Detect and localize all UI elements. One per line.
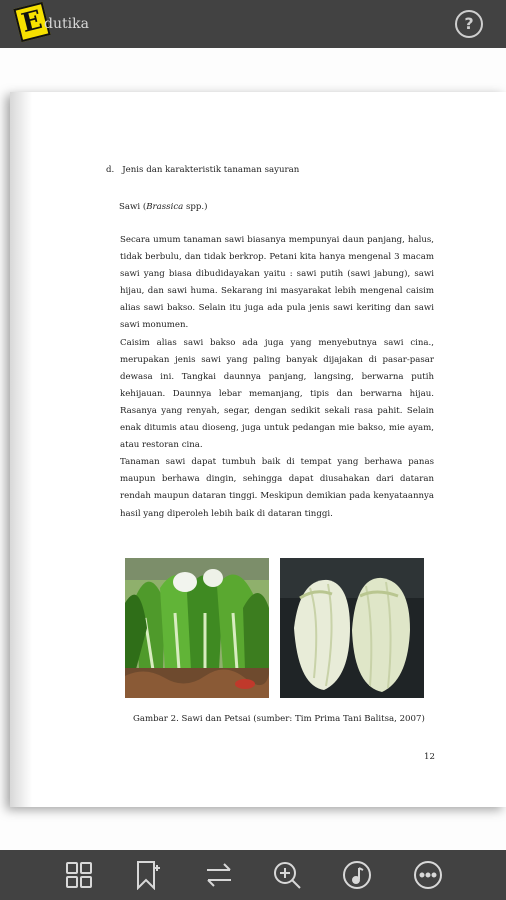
app-title: dutika <box>44 16 89 32</box>
top-bar <box>0 0 506 48</box>
petsai-photo <box>280 558 424 698</box>
reader-area[interactable] <box>0 48 506 850</box>
heading-letter: d. <box>106 165 115 175</box>
subheading-prefix: Sawi ( <box>119 202 147 212</box>
zoom-in-icon[interactable] <box>270 858 304 892</box>
paragraph-2: Caisim alias sawi bakso ada juga yang menyebutnya sawi cina., merupakan jenis sawi yang paling banyak dijajakan di pasar-pasar dewasa ini. Tangkai daunnya panjang, langsing, berwarna putih kehijauan. Daunnya lebar memanjang, tipis dan berwarna hijau. Rasanya yang renyah, segar, dengan sedikit sekali rasa pahit. Selain enak ditumis atau dioseng, juga untuk pedangan mie bakso, mie ayam, atau restoran cina. <box>120 337 434 451</box>
body-text <box>120 232 434 523</box>
more-icon[interactable] <box>411 858 445 892</box>
page-content <box>10 92 506 807</box>
music-icon[interactable] <box>340 858 374 892</box>
subheading-suffix: spp.) <box>183 202 208 212</box>
section-heading <box>106 165 299 175</box>
bottom-toolbar <box>0 850 506 900</box>
sawi-photo <box>125 558 269 698</box>
paragraph-3: Tanaman sawi dapat tumbuh baik di tempat yang berhawa panas maupun berhawa dingin, sehingga dapat diusahakan dari dataran rendah maupun dataran tinggi. Meskipun demikian pada kenyataannya hasil yang diperoleh lebih baik di dataran tinggi. <box>120 457 434 519</box>
grid-icon[interactable] <box>62 858 96 892</box>
help-icon[interactable]: ? <box>455 10 483 38</box>
figure-caption: Gambar 2. Sawi dan Petsai (sumber: Tim Prima Tani Balitsa, 2007) <box>133 714 425 724</box>
subheading-italic: Brassica <box>146 202 184 212</box>
page-number: 12 <box>424 752 435 762</box>
subheading <box>119 202 208 212</box>
bookmark-icon[interactable] <box>130 858 164 892</box>
paragraph-1: Secara umum tanaman sawi biasanya mempunyai daun panjang, halus, tidak berbulu, dan tidak berkrop. Petani kita hanya mengenal 3 macam sawi yang biasa dibudidayakan yaitu : sawi putih (sawi jabung), sawi hijau, dan sawi huma. Sekarang ini masyarakat lebih mengenal caisim alias sawi bakso. Selain itu juga ada pula jenis sawi keriting dan sawi sawi monumen. <box>120 235 434 331</box>
heading-text: Jenis dan karakteristik tanaman sayuran <box>122 165 300 175</box>
document-page[interactable] <box>10 92 506 807</box>
app-logo[interactable]: E <box>13 2 50 42</box>
swap-icon[interactable] <box>202 858 236 892</box>
